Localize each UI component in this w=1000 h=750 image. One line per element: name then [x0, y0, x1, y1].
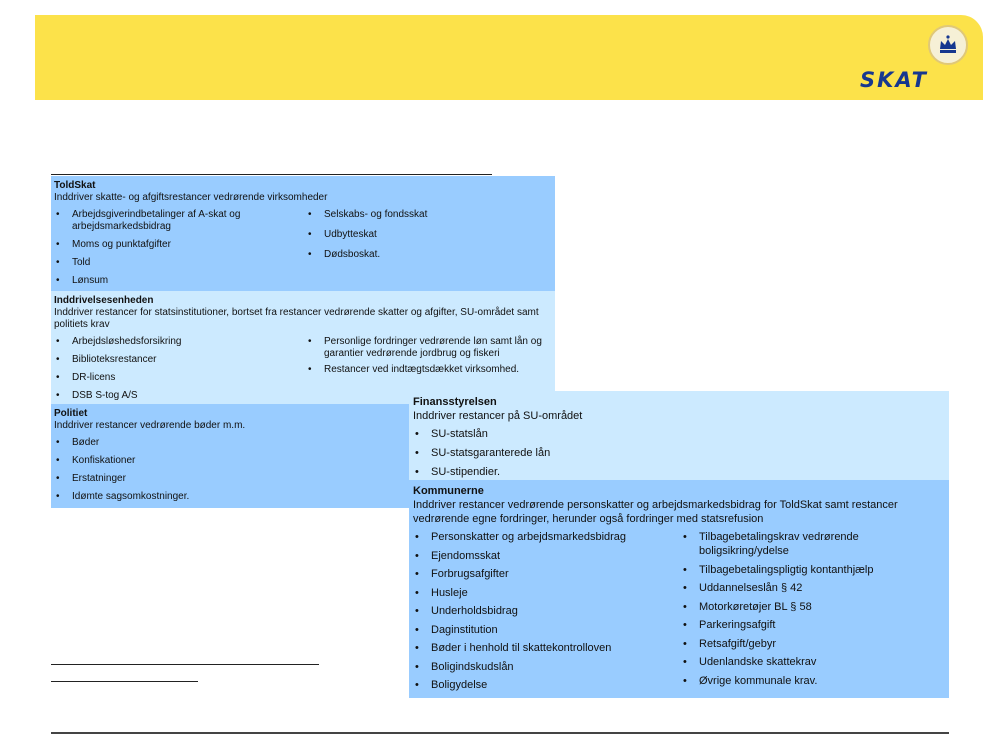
- list-item: • Udbytteskat: [306, 229, 555, 241]
- finans-panel: [409, 391, 949, 480]
- list-item: • Lønsum: [54, 275, 306, 287]
- section-description: Inddriver restancer for statsinstitutioner, bortset fra restancer vedrørende skatter og afgifter, SU-området samt politiets krav: [54, 307, 539, 330]
- list-item: • Restancer ved indtægtsdækket virksomhed.: [306, 364, 555, 376]
- toldskat-panel: [51, 176, 555, 291]
- inddrivelse-panel: [51, 291, 555, 404]
- list-item: • Daginstitution: [413, 623, 681, 637]
- list-item: • Moms og punktafgifter: [54, 239, 306, 251]
- list-item: • Husleje: [413, 586, 681, 600]
- crown-emblem-icon: [928, 25, 968, 65]
- list-item: • SU-statsgaranterede lån: [413, 446, 949, 460]
- list-item: • Idømte sagsomkostninger.: [54, 491, 411, 503]
- list-item: • Dødsboskat.: [306, 249, 555, 261]
- list-item: • Retsafgift/gebyr: [681, 637, 949, 651]
- list-item: • Arbejdsløshedsforsikring: [54, 336, 306, 348]
- divider: [51, 174, 492, 175]
- list-item: • SU-stipendier.: [413, 465, 949, 479]
- skat-logo: SKAT: [860, 68, 928, 92]
- list-item: • Konfiskationer: [54, 455, 411, 467]
- header-banner: [35, 15, 983, 100]
- list-item: • Forbrugsafgifter: [413, 567, 681, 581]
- section-description: Inddriver skatte- og afgiftsrestancer vedrørende virksomheder: [54, 192, 328, 203]
- section-description: Inddriver restancer vedrørende personskatter og arbejdsmarkedsbidrag for ToldSkat samt restancer vedrørende egne fordringer, herunder også fordringer med statsrefusion: [413, 499, 898, 525]
- list-item: • Personlige fordringer vedrørende løn samt lån og garantier vedrørende jordbrug og fiskeri: [306, 336, 554, 360]
- list-item: • Boligindskudslån: [413, 660, 681, 674]
- section-description: Inddriver restancer vedrørende bøder m.m.: [54, 420, 246, 431]
- section-title: ToldSkat: [54, 180, 96, 191]
- section-title: Kommunerne: [413, 485, 484, 497]
- section-title: Finansstyrelsen: [413, 396, 497, 408]
- footer-bar: [51, 732, 949, 734]
- list-item: • Boligydelse: [413, 678, 681, 692]
- section-title: Inddrivelsesenheden: [54, 295, 154, 306]
- list-item: • Uddannelseslån § 42: [681, 581, 949, 595]
- list-item: • Personskatter og arbejdsmarkedsbidrag: [413, 530, 681, 544]
- kommunerne-panel: [409, 480, 949, 698]
- list-item: • Motorkøretøjer BL § 58: [681, 600, 949, 614]
- list-item: • Told: [54, 257, 306, 269]
- list-item: • Udenlandske skattekrav: [681, 655, 949, 669]
- list-item: • DSB S-tog A/S: [54, 390, 306, 402]
- list-item: • Øvrige kommunale krav.: [681, 674, 949, 688]
- list-item: • Underholdsbidrag: [413, 604, 681, 618]
- list-item: • Parkeringsafgift: [681, 618, 949, 632]
- list-item: • Erstatninger: [54, 473, 411, 485]
- list-item: • Bøder: [54, 437, 411, 449]
- list-item: • Tilbagebetalingspligtig kontanthjælp: [681, 563, 949, 577]
- section-description: Inddriver restancer på SU-området: [413, 410, 583, 422]
- politiet-panel: [51, 404, 411, 508]
- list-item: • Biblioteksrestancer: [54, 354, 306, 366]
- list-item: • SU-statslån: [413, 427, 949, 441]
- footnote-divider: [51, 681, 198, 682]
- list-item: • DR-licens: [54, 372, 306, 384]
- list-item: • Ejendomsskat: [413, 549, 681, 563]
- list-item: • Selskabs- og fondsskat: [306, 209, 555, 221]
- list-item: • Tilbagebetalingskrav vedrørende boligsikring/ydelse: [681, 530, 949, 558]
- section-title: Politiet: [54, 408, 88, 419]
- list-item: • Arbejdsgiverindbetalinger af A-skat og arbejdsmarkedsbidrag: [54, 209, 282, 233]
- footnote-divider: [51, 664, 319, 665]
- list-item: • Bøder i henhold til skattekontrolloven: [413, 641, 681, 655]
